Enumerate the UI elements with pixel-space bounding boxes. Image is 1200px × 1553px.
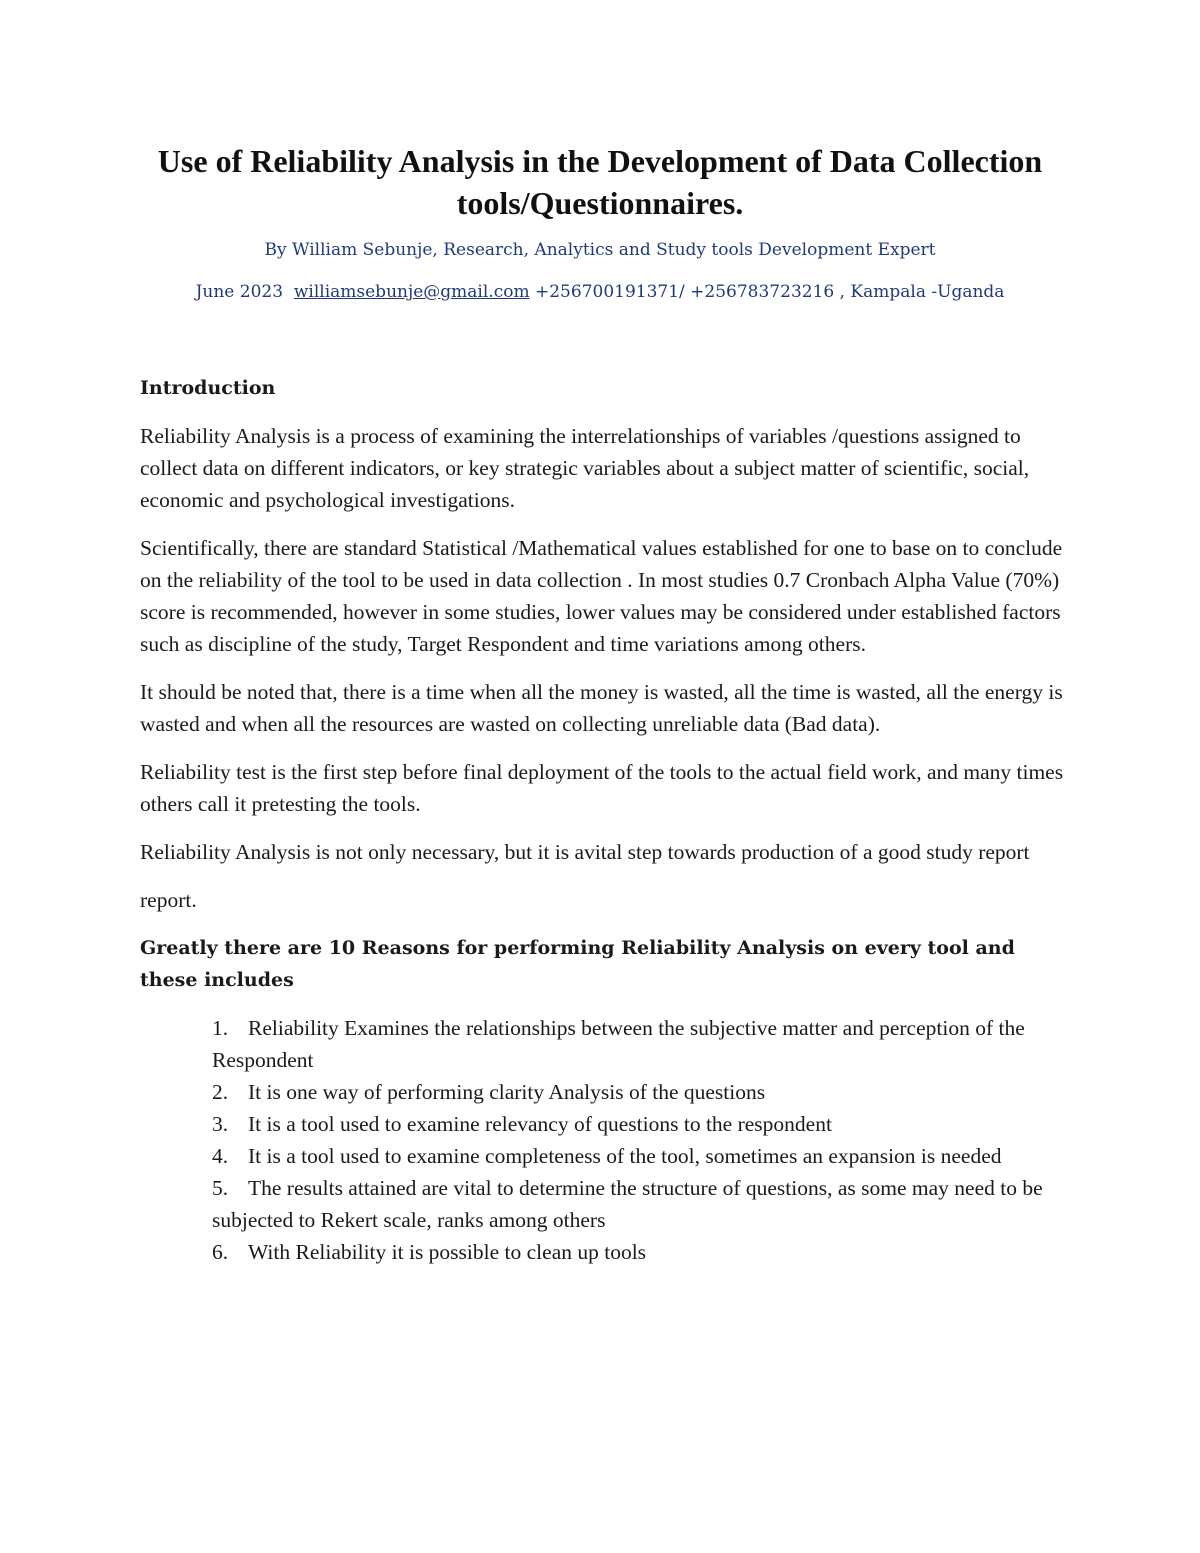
intro-paragraph-2: Scientifically, there are standard Statistical /Mathematical values established for one to base on to conclude on the reliability of the tool to be used in data collection . In most studies 0.7 Cronbach Alpha Value (70%) score is recommended, however in some studies, lower values may be considered under established factors such as discipline of the study, Target Respondent and time variations among others. (140, 536, 1063, 656)
list-item-number: 5. (212, 1176, 229, 1200)
introduction-heading: Introduction (140, 377, 276, 399)
list-item-text: The results attained are vital to determine the structure of questions, as some may need to be subjected to Rekert scale, ranks among others (212, 1176, 1043, 1232)
publish-date: June 2023 (195, 282, 284, 302)
list-item-number: 4. (212, 1144, 229, 1168)
list-item-number: 2. (212, 1080, 229, 1104)
author-byline: By William Sebunje, Research, Analytics and Study tools Development Expert (264, 240, 936, 260)
list-item (212, 1236, 1065, 1268)
intro-paragraph-1: Reliability Analysis is a process of examining the interrelationships of variables /questions assigned to collect data on different indicators, or key strategic variables about a subject matter of scientific, social, economic and psychological investigations. (140, 424, 1030, 512)
list-item-number: 6. (212, 1240, 229, 1264)
contact-line (140, 282, 1060, 302)
intro-paragraph-3: It should be noted that, there is a time when all the money is wasted, all the time is wasted, all the energy is wasted and when all the resources are wasted on collecting unreliable data (Bad data). (140, 680, 1063, 736)
intro-paragraph-6: report. (140, 888, 197, 912)
list-item-number: 1. (212, 1016, 229, 1040)
reasons-list (140, 1012, 1065, 1268)
list-item-text: With Reliability it is possible to clean up tools (248, 1240, 647, 1264)
list-item-text: Reliability Examines the relationships between the subjective matter and perception of the Respondent (212, 1016, 1025, 1072)
list-item-number: 3. (212, 1112, 229, 1136)
phone-numbers: +256700191371/ +256783723216 (535, 282, 835, 302)
list-item-text: It is a tool used to examine completeness of the tool, sometimes an expansion is needed (248, 1144, 1002, 1168)
list-item-text: It is a tool used to examine relevancy of questions to the respondent (248, 1112, 832, 1136)
location: , Kampala -Uganda (839, 282, 1005, 302)
document-body (140, 372, 1065, 1268)
list-item (212, 1172, 1065, 1236)
document-title: Use of Reliability Analysis in the Development of Data Collection tools/Questionnaires. (157, 143, 1043, 221)
list-item (212, 1140, 1065, 1172)
list-item (212, 1108, 1065, 1140)
email-link[interactable]: williamsebunje@gmail.com (293, 282, 530, 302)
list-item (212, 1076, 1065, 1108)
intro-paragraph-4: Reliability test is the first step before final deployment of the tools to the actual field work, and many times others call it pretesting the tools. (140, 760, 1064, 816)
list-item-text: It is one way of performing clarity Analysis of the questions (248, 1080, 766, 1104)
reasons-heading: Greatly there are 10 Reasons for performing Reliability Analysis on every tool and these includes (140, 937, 1015, 991)
list-item (212, 1012, 1065, 1076)
intro-paragraph-5: Reliability Analysis is not only necessary, but it is avital step towards production of a good study report (140, 840, 1030, 864)
